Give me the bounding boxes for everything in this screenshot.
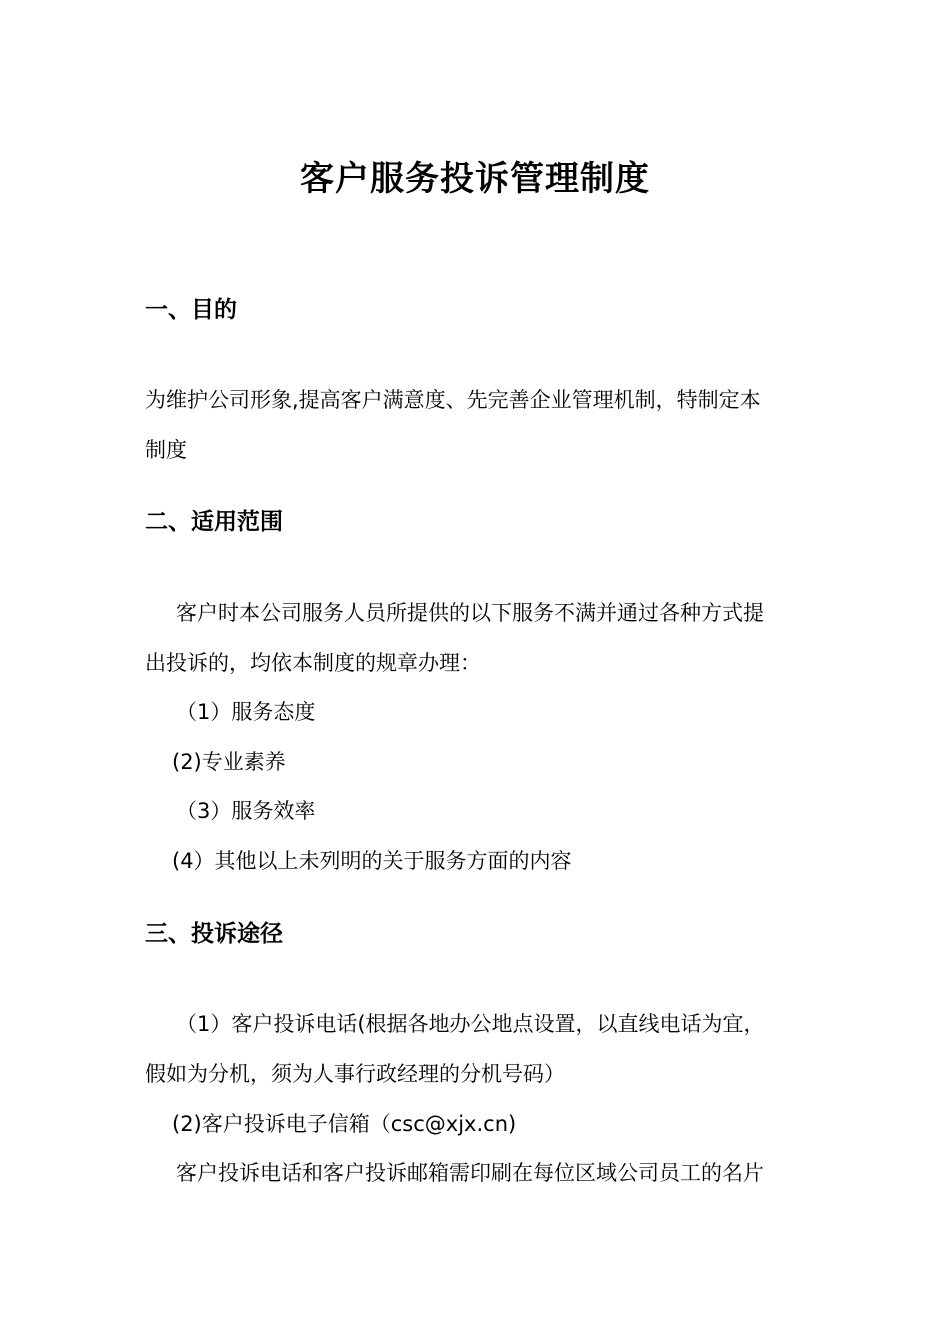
scope-paragraph-line-1: 客户时本公司服务人员所提供的以下服务不满并通过各种方式提	[176, 601, 764, 625]
section-heading-channels: 三、投诉途径	[145, 921, 283, 947]
section-heading-purpose: 一、目的	[145, 297, 237, 323]
scope-list-item: (4）其他以上未列明的关于服务方面的内容	[172, 849, 572, 873]
scope-paragraph-line-2: 出投诉的，均依本制度的规章办理：	[145, 651, 481, 675]
purpose-paragraph-line-1: 为维护公司形象,提高客户满意度、先完善企业管理机制，特制定本	[145, 388, 761, 412]
scope-list-item: （3）服务效率	[176, 799, 316, 823]
purpose-paragraph-line-2: 制度	[145, 438, 187, 462]
channels-paragraph-line-1: 客户投诉电话和客户投诉邮箱需印刷在每位区域公司员工的名片	[176, 1161, 764, 1185]
document-title: 客户服务投诉管理制度	[300, 159, 650, 199]
scope-list-item: (2)专业素养	[172, 750, 286, 774]
channel-item-phone-line-2: 假如为分机，须为人事行政经理的分机号码）	[145, 1062, 565, 1086]
channel-item-phone-line-1: （1）客户投诉电话(根据各地办公地点设置，以直线电话为宜，	[176, 1012, 765, 1036]
section-heading-scope: 二、适用范围	[145, 509, 283, 535]
scope-list-item: （1）服务态度	[176, 700, 316, 724]
channel-item-email: (2)客户投诉电子信箱（csc@xjx.cn)	[172, 1112, 517, 1136]
